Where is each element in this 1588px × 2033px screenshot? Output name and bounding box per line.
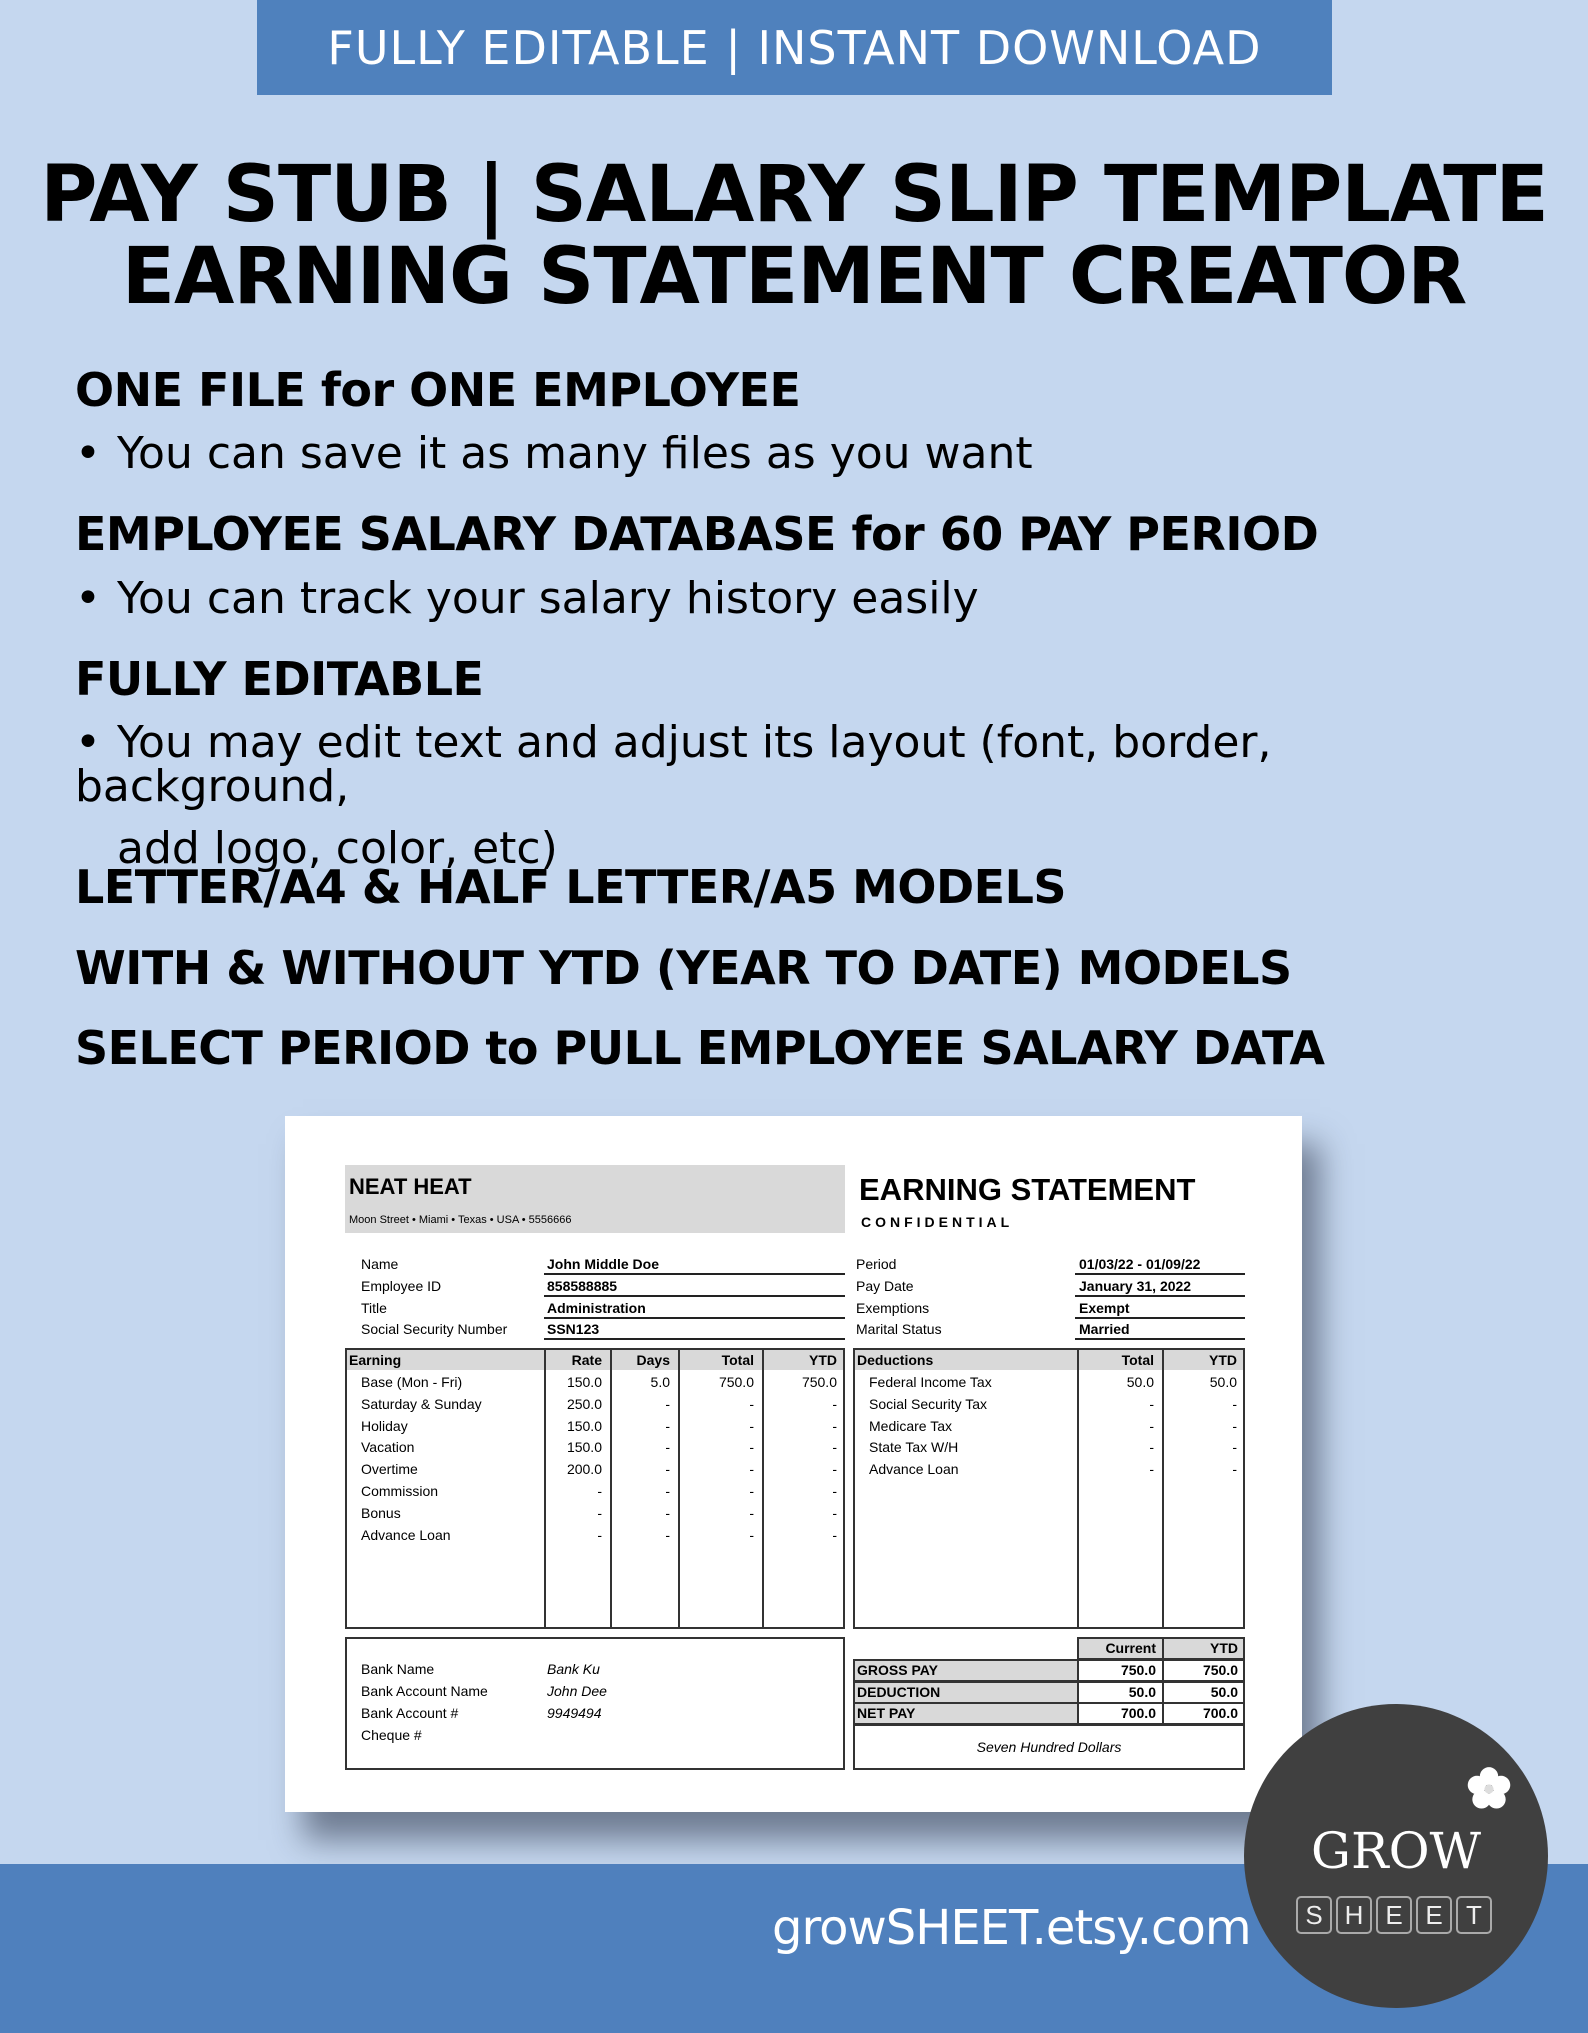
bank-label: Cheque # — [361, 1727, 422, 1743]
deduction-value: 50.0 — [1126, 1374, 1154, 1390]
summary-current: 700.0 — [1120, 1705, 1156, 1722]
deductions-table — [853, 1348, 1245, 1629]
info-underline — [544, 1295, 845, 1297]
deduction-label: Medicare Tax — [869, 1417, 953, 1434]
earning-header-total: Total — [721, 1352, 754, 1368]
deduction-value: - — [1149, 1395, 1154, 1412]
feature-heading: ONE FILE for ONE EMPLOYEE — [75, 363, 801, 417]
summary-current: 750.0 — [1120, 1662, 1156, 1678]
earning-value: - — [749, 1395, 754, 1412]
info-label: Title — [361, 1300, 387, 1316]
earning-value: - — [832, 1504, 837, 1521]
earning-value: - — [749, 1461, 754, 1478]
pay-stub-preview — [285, 1116, 1302, 1812]
feature-bullet: • You may edit text and adjust its layout (font, border, background, add logo, color, etc) — [75, 717, 1272, 874]
page-title-line-2: EARNING STATEMENT CREATOR — [121, 232, 1467, 322]
earning-value: - — [832, 1395, 837, 1412]
page-title-line-1: PAY STUB | SALARY SLIP TEMPLATE — [40, 150, 1548, 240]
earning-value: 250.0 — [566, 1395, 602, 1412]
deductions-header-deductions: Deductions — [857, 1352, 934, 1368]
bank-value: 9949494 — [547, 1705, 602, 1721]
earning-value: - — [749, 1483, 754, 1499]
info-value: Married — [1079, 1321, 1130, 1337]
info-label: Name — [361, 1256, 399, 1272]
earning-label: Commission — [361, 1483, 439, 1499]
info-value: Exempt — [1079, 1300, 1130, 1316]
deduction-label: Advance Loan — [869, 1461, 959, 1478]
column-divider — [1162, 1350, 1164, 1627]
banner-text: FULLY EDITABLE | INSTANT DOWNLOAD — [327, 20, 1262, 75]
earning-value: - — [665, 1483, 670, 1499]
info-value: 858588885 — [547, 1278, 618, 1294]
feature-heading: FULLY EDITABLE — [75, 652, 484, 706]
flower-icon — [1466, 1766, 1512, 1812]
earning-value: - — [665, 1526, 670, 1543]
deduction-value: - — [1232, 1417, 1237, 1434]
earning-table — [345, 1348, 845, 1629]
earning-label: Advance Loan — [361, 1526, 451, 1543]
feature-heading: WITH & WITHOUT YTD (YEAR TO DATE) MODELS — [75, 941, 1292, 995]
earning-value: 150.0 — [566, 1374, 602, 1390]
bank-label: Bank Name — [361, 1661, 435, 1677]
earning-value: - — [597, 1483, 602, 1499]
info-value: Administration — [547, 1300, 646, 1316]
growsheet-logo — [1244, 1704, 1548, 2008]
logo-grow-text: GROW — [1311, 1822, 1481, 1880]
summary-label: NET PAY — [857, 1705, 916, 1722]
earning-value: 150.0 — [566, 1417, 602, 1434]
feature-heading: LETTER/A4 & HALF LETTER/A5 MODELS — [75, 860, 1067, 914]
earning-label: Bonus — [361, 1504, 401, 1521]
amount-in-words: Seven Hundred Dollars — [976, 1739, 1122, 1755]
deductions-header-total: Total — [1121, 1352, 1154, 1368]
feature-bullet: • You can track your salary history easily — [75, 573, 979, 624]
info-underline — [1075, 1317, 1245, 1319]
logo-sheet-letters: S H E E T — [1296, 1896, 1492, 1934]
earning-value: - — [597, 1526, 602, 1543]
earning-value: 750.0 — [718, 1374, 754, 1390]
deduction-value: - — [1232, 1461, 1237, 1478]
amount-in-words-box — [853, 1724, 1245, 1770]
company-name: NEAT HEAT — [349, 1174, 472, 1199]
deduction-label: State Tax W/H — [869, 1439, 959, 1456]
summary-header-current: Current — [1105, 1640, 1156, 1656]
info-label: Period — [856, 1256, 897, 1272]
bank-label: Bank Account Name — [361, 1683, 488, 1699]
bank-value: John Dee — [547, 1683, 607, 1699]
earning-value: - — [832, 1526, 837, 1543]
column-divider — [1077, 1350, 1079, 1627]
earning-header-days: Days — [636, 1352, 670, 1368]
info-value: January 31, 2022 — [1079, 1278, 1192, 1294]
earning-value: - — [597, 1504, 602, 1521]
deduction-label: Social Security Tax — [869, 1395, 988, 1412]
earning-value: 200.0 — [566, 1461, 602, 1478]
info-label: Marital Status — [856, 1321, 942, 1337]
feature-heading: EMPLOYEE SALARY DATABASE for 60 PAY PERIOD — [75, 507, 1319, 561]
summary-ytd: 750.0 — [1202, 1662, 1238, 1678]
deduction-value: - — [1232, 1395, 1237, 1412]
info-underline — [1075, 1295, 1245, 1297]
earning-label: Holiday — [361, 1417, 408, 1434]
info-underline — [1075, 1273, 1245, 1275]
deduction-label: Federal Income Tax — [869, 1374, 992, 1390]
earning-value: - — [665, 1395, 670, 1412]
statement-subtitle: CONFIDENTIAL — [861, 1214, 1014, 1230]
bank-label: Bank Account # — [361, 1705, 459, 1721]
summary-label: DEDUCTION — [857, 1683, 941, 1700]
earning-label: Vacation — [361, 1439, 415, 1456]
bank-info-box — [345, 1637, 845, 1770]
deductions-header-ytd: YTD — [1209, 1352, 1237, 1368]
earning-value: - — [665, 1417, 670, 1434]
company-address: Moon Street • Miami • Texas • USA • 5556666 — [349, 1214, 572, 1226]
earning-label: Base (Mon - Fri) — [361, 1374, 463, 1390]
earning-header-ytd: YTD — [809, 1352, 837, 1368]
earning-header-rate: Rate — [571, 1352, 602, 1368]
deduction-value: - — [1149, 1417, 1154, 1434]
earning-value: - — [832, 1461, 837, 1478]
summary-current: 50.0 — [1128, 1683, 1156, 1700]
info-underline — [544, 1273, 845, 1275]
earning-value: - — [749, 1526, 754, 1543]
earning-value: - — [749, 1504, 754, 1521]
earning-label: Overtime — [361, 1461, 418, 1478]
shop-url[interactable]: growSHEET.etsy.com — [772, 1900, 1251, 1956]
earning-value: - — [665, 1461, 670, 1478]
deduction-value: - — [1232, 1439, 1237, 1456]
info-underline — [544, 1317, 845, 1319]
earning-value: - — [832, 1439, 837, 1456]
earning-value: - — [832, 1483, 837, 1499]
earning-value: - — [665, 1439, 670, 1456]
info-underline — [544, 1338, 845, 1340]
deduction-value: - — [1149, 1439, 1154, 1456]
info-value: 01/03/22 - 01/09/22 — [1079, 1256, 1201, 1272]
earning-header-earning: Earning — [349, 1352, 402, 1368]
deduction-value: - — [1149, 1461, 1154, 1478]
top-banner — [257, 0, 1332, 95]
earning-value: - — [749, 1417, 754, 1434]
info-underline — [1075, 1338, 1245, 1340]
info-value: John Middle Doe — [547, 1256, 659, 1272]
earning-value: - — [665, 1504, 670, 1521]
earning-value: 5.0 — [650, 1374, 670, 1390]
summary-ytd: 700.0 — [1202, 1705, 1238, 1722]
bank-value: Bank Ku — [547, 1661, 600, 1677]
info-label: Employee ID — [361, 1278, 442, 1294]
feature-heading: SELECT PERIOD to PULL EMPLOYEE SALARY DATA — [75, 1021, 1325, 1075]
earning-value: - — [832, 1417, 837, 1434]
summary-header-ytd: YTD — [1210, 1640, 1238, 1656]
earning-value: - — [749, 1439, 754, 1456]
deduction-value: 50.0 — [1209, 1374, 1237, 1390]
earning-value: 150.0 — [566, 1439, 602, 1456]
earning-value: 750.0 — [801, 1374, 837, 1390]
earning-label: Saturday & Sunday — [361, 1395, 482, 1412]
summary-label: GROSS PAY — [857, 1662, 938, 1678]
info-label: Social Security Number — [361, 1321, 508, 1337]
statement-title: EARNING STATEMENT — [859, 1172, 1196, 1207]
feature-bullet: • You can save it as many files as you want — [75, 428, 1033, 479]
info-value: SSN123 — [547, 1321, 600, 1337]
info-label: Exemptions — [856, 1300, 930, 1316]
info-label: Pay Date — [856, 1278, 914, 1294]
summary-ytd: 50.0 — [1210, 1683, 1238, 1700]
